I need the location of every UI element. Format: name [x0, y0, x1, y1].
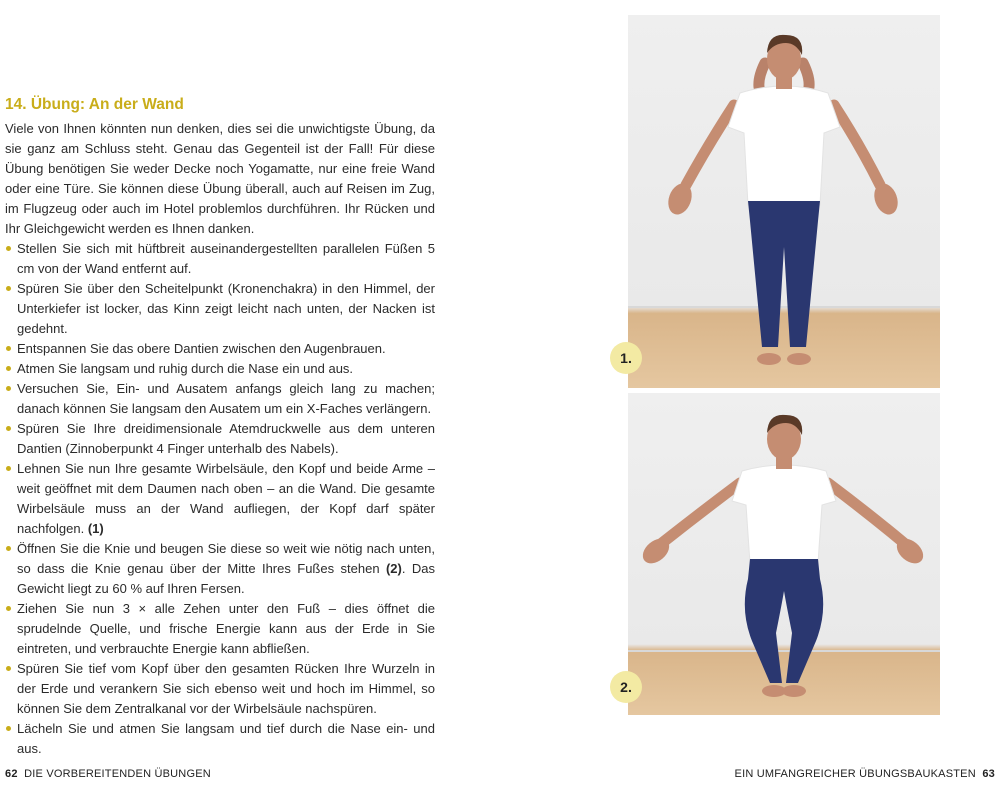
instruction-item	[5, 599, 435, 659]
instruction-list	[5, 239, 435, 759]
instruction-item	[5, 359, 435, 379]
exercise-photo-1	[628, 15, 940, 388]
page-number-left: 62	[5, 768, 18, 780]
instruction-text: Spüren Sie über den Scheitelpunkt (Kronenchakra) in den Himmel, der Unterkiefer ist locker, das Kinn zeigt leicht nach unten, der Nacken ist gedehnt.	[17, 281, 435, 336]
woman-squatting-illustration	[628, 393, 940, 715]
figure-badge-1: 1.	[610, 342, 642, 374]
running-title-right: EIN UMFANGREICHER ÜBUNGSBAUKASTEN	[734, 768, 976, 780]
instruction-item	[5, 539, 435, 599]
instruction-item	[5, 339, 435, 359]
instruction-text: Lehnen Sie nun Ihre gesamte Wirbelsäule, den Kopf und beide Arme – weit geöffnet mit dem Daumen nach oben – an die Wand. Die gesamte Wirbelsäule muss an der Wand aufliegen, der Kopf darf später nachfolgen.	[17, 461, 435, 536]
instruction-item	[5, 419, 435, 459]
footer-left	[5, 768, 211, 780]
exercise-photo-2	[628, 393, 940, 715]
instruction-text: Entspannen Sie das obere Dantien zwischen den Augenbrauen.	[17, 341, 386, 356]
instruction-text: Atmen Sie langsam und ruhig durch die Nase ein und aus.	[17, 361, 354, 376]
exercise-text	[5, 119, 435, 759]
instruction-text: Spüren Sie Ihre dreidimensionale Atemdruckwelle aus dem unteren Dantien (Zinnoberpunkt 4 Finger unterhalb des Nabels).	[17, 421, 435, 456]
instruction-text-continued: . Das Gewicht liegt zu 60 % auf Ihren Fersen.	[17, 561, 435, 596]
instruction-item	[5, 659, 435, 719]
instruction-item	[5, 239, 435, 279]
figure-reference: (1)	[87, 521, 104, 536]
instruction-text: Versuchen Sie, Ein- und Ausatem anfangs gleich lang zu machen; danach können Sie langsam den Ausatem um ein X-Faches verlängern.	[17, 381, 435, 416]
figure-reference: (2)	[385, 561, 402, 576]
instruction-item	[5, 379, 435, 419]
instruction-text: Lächeln Sie und atmen Sie langsam und tief durch die Nase ein- und aus.	[17, 721, 435, 756]
woman-standing-illustration	[628, 15, 940, 388]
instruction-text: Spüren Sie tief vom Kopf über den gesamten Rücken Ihre Wurzeln in der Erde und verankern Sie sich ebenso weit und hoch im Himmel, so können Sie dem Zentralkanal vor der Wirbelsäule nachspüren.	[17, 661, 435, 716]
figure-badge-2: 2.	[610, 671, 642, 703]
running-title-left: DIE VORBEREITENDEN ÜBUNGEN	[24, 768, 211, 780]
footer-right	[735, 768, 995, 780]
instruction-item	[5, 279, 435, 339]
instruction-item	[5, 719, 435, 759]
instruction-item	[5, 459, 435, 539]
instruction-text: Öffnen Sie die Knie und beugen Sie diese so weit wie nötig nach unten, so dass die Knie genau über der Mitte Ihres Fußes stehen	[17, 541, 435, 576]
intro-paragraph: Viele von Ihnen könnten nun denken, dies sei die unwichtigste Übung, da sie ganz am Schluss steht. Genau das Gegenteil ist der Fall! Für diese Übung benötigen Sie weder Decke noch Yogamatte, nur eine freie Wand oder eine Türe. Sie können diese Übung überall, auch auf Reisen im Zug, im Flugzeug oder auch im Hotel problemlos durchführen. Ihr Rücken und Ihr Gleichgewicht werden es Ihnen danken.	[5, 121, 435, 236]
instruction-text: Stellen Sie sich mit hüftbreit auseinandergestellten parallelen Füßen 5 cm von der Wand entfernt auf.	[17, 241, 435, 276]
page-number-right: 63	[982, 768, 995, 780]
instruction-text: Ziehen Sie nun 3 × alle Zehen unter den Fuß – dies öffnet die sprudelnde Quelle, und frische Energie kann aus der Erde in Sie eintreten, und verbrauchte Energie kann abfließen.	[17, 601, 435, 656]
exercise-heading: 14. Übung: An der Wand	[5, 96, 184, 113]
